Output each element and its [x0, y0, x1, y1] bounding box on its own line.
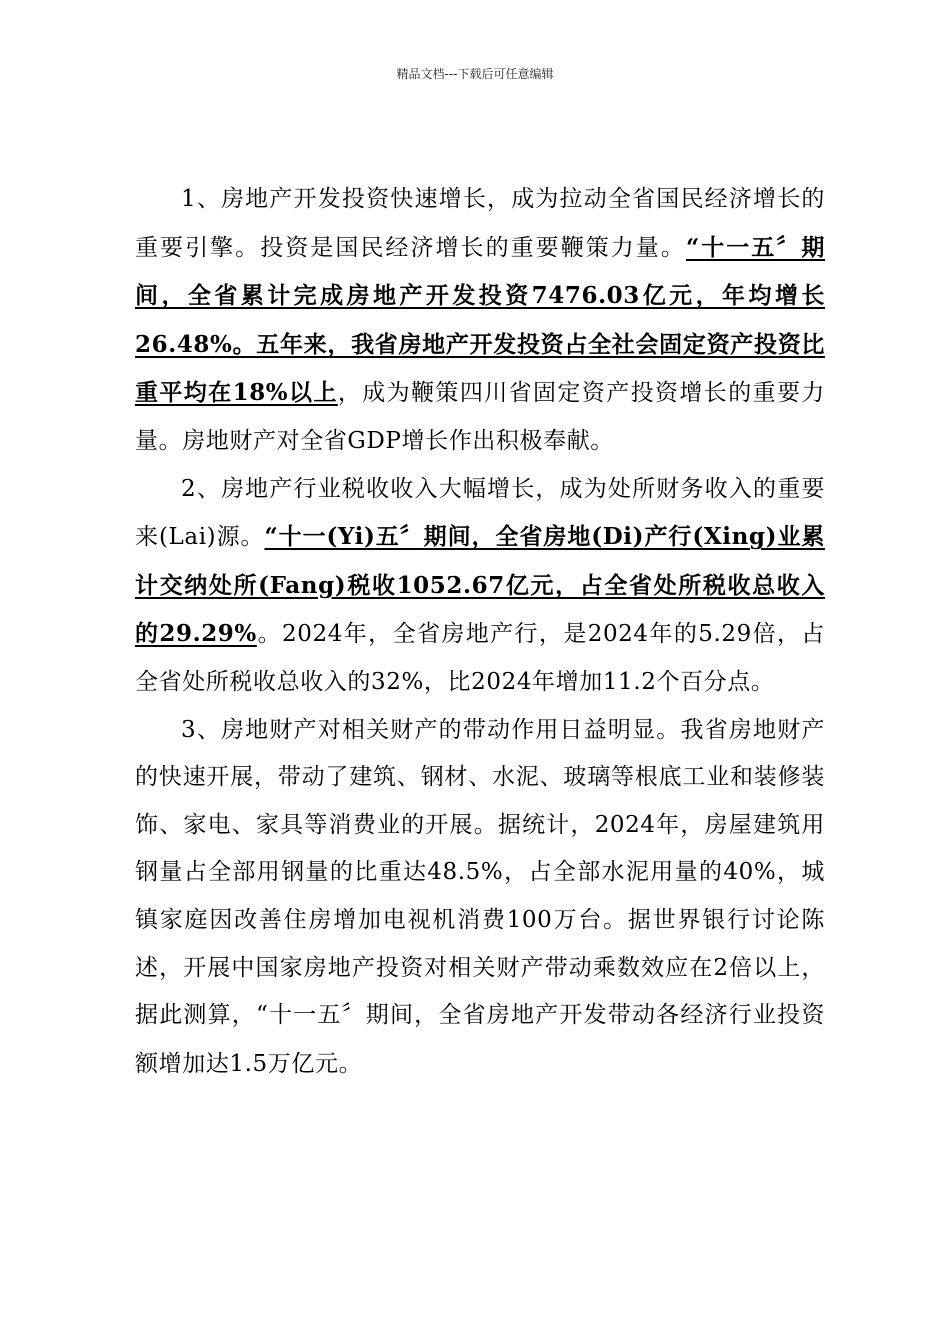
- paragraph-2-emphasis: “十一(Yi)五〞期间，全省房地(Di)产行(Xing)业累计交纳处所(Fang)税收1052.67亿元，占全省处所税收总收入的29.29%: [135, 523, 825, 648]
- paragraph-1-lead: 1、房地产开发投资快速增长，成为拉动全省国民经济增长的重要引擎。投资是国民经济增长的重要鞭策力量。: [135, 186, 825, 261]
- paragraph-1-tail: ，成为鞭策四川省固定资产投资增长的重要力量。房地财产对全省GDP增长作出积极奉献。: [135, 380, 825, 454]
- paragraph-1-emphasis: “十一五〞期间，全省累计完成房地产开发投资7476.03亿元，年均增长26.48%。五年来，我省房地产开发投资占全社会固定资产投资比重平均在18%以上: [135, 233, 825, 407]
- paragraph-3-lead: 3、房地财产对相关财产的带动作用日益明显。我省房地财产的快速开展，带动了建筑、钢材、水泥、玻璃等根底工业和装修装饰、家电、家具等消费业的开展。据统计，2024年，房屋建筑用钢量占全部用钢量的比重达48.5%，占全部水泥用量的40%，城镇家庭因改善住房增加电视机消费100万台。据世界银行讨论陈述，开展中国家房地产投资对相关财产带动乘数效应在2倍以上，据此测算，“十一五〞期间，全省房地产开发带动各经济行业投资额增加达1.5万亿元。: [135, 716, 825, 1077]
- paragraph-2: [135, 466, 825, 707]
- paragraph-2-lead: 2、房地产行业税收收入大幅增长，成为处所财务收入的重要来(Lai)源。: [135, 475, 825, 551]
- paragraph-1: [135, 176, 825, 466]
- paragraph-2-tail: 。2024年，全省房地产行，是2024年的5.29倍，占全省处所税收总收入的32%，比2024年增加11.2个百分点。: [135, 621, 826, 695]
- paragraph-3: [135, 707, 825, 1089]
- page-header: 精品文档---下载后可任意编辑: [396, 67, 554, 81]
- document-body: [135, 176, 825, 1088]
